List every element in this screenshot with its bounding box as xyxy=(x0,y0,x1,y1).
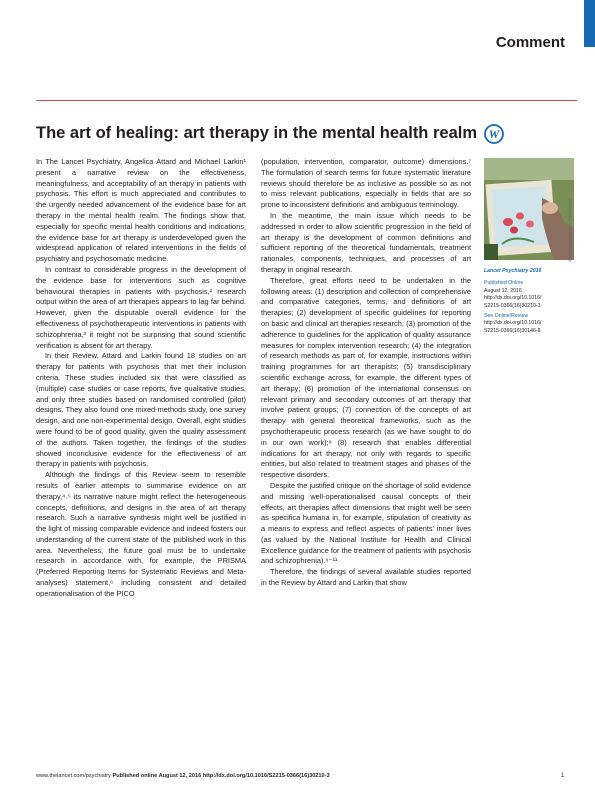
footer-site-link[interactable]: www.thelancet.com/psychiatry xyxy=(36,773,111,779)
doi-link-suffix[interactable]: S2215-0366(16)30210-3 xyxy=(484,302,541,309)
published-date: August 12, 2016 xyxy=(484,287,522,294)
paragraph: In the meantime, the main issue which needs to be addressed in order to allow scientific progression in the field of art therapy is the development of common definitions and sufficient reporting of the theoretical fundamentals, treatment rationales, components, techniques, and processes of art therapy in original research. xyxy=(261,210,471,274)
article-column-2 xyxy=(261,157,471,589)
footer-doi[interactable]: http://dx.doi.org/10.1016/S2215-0366(16)30210-3 xyxy=(202,773,330,779)
header-rule xyxy=(36,100,577,101)
review-doi-link[interactable]: http://dx.doi.org/10.1016/ xyxy=(484,320,542,327)
article-title: The art of healing: art therapy in the mental health realm xyxy=(36,124,478,142)
paragraph: Although the findings of this Review seem to resemble results of earlier attempts to summarise evidence on art therapy,⁴˒⁵ its narrative nature might reflect the heterogeneous concepts, definitions, and designs in the area of art therapy research. Such a narrative synthesis might well be justified in the light of missing comparable evidence and indeed fosters our understanding of the current state of the published work in this area. Nevertheless, the future goal must be to undertake research in accordance with, for example, the PRISMA (Preferred Reporting Items for Systematic Reviews and Meta-analyses) statement,⁶ including consistent and detailed operationalisation of the PICO xyxy=(36,470,246,598)
w-online-first-icon xyxy=(484,124,504,144)
journal-citation: Lancet Psychiatry 2016 xyxy=(484,268,542,274)
section-color-bar xyxy=(584,0,595,47)
paragraph: In The Lancet Psychiatry, Angelica Attard and Michael Larkin¹ present a narrative review on the effectiveness, meaningfulness, and acceptability of art therapy in patients with psychosis. This effort is much appreciated and contributes to the urgently needed advancement of the evidence base for art therapy in the mental health realm. The findings show that, especially for specific mental health conditions and indications, the evidence base for art therapy is underdeveloped given the widespread application of related interventions in the fields of psychiatry and psychosomatic medicine. xyxy=(36,157,246,264)
article-column-1 xyxy=(36,157,246,600)
article-sidebar xyxy=(484,268,580,335)
paragraph: In their Review, Attard and Larkin found 18 studies on art therapy for patients with psychosis that met their inclusion criteria. These studies included six that were classified as (multiple) case studies or case reports, five qualitative studies, and only three studies based on randomised controlled (pilot) designs. They also found one mixed-methods study, one survey design, and one non-experimental design. Overall, eight studies were found to be of good quality, given the quality assessment of the authors. Taken together, the findings of the studies showed inconclusive evidence for the effectiveness of art therapy in patients with psychosis. xyxy=(36,351,246,469)
paragraph: Therefore, the findings of several available studies reported in the Review by Attard and Larkin that show xyxy=(261,567,471,588)
footer-published: Published online August 12, 2016 xyxy=(112,773,202,779)
art-therapy-photo xyxy=(484,158,574,260)
page-number: 1 xyxy=(561,773,565,779)
paragraph: Despite the justified critique on the shortage of solid evidence and missing well-operationalised causal concepts of their effects, art therapies affect dimensions that might well be seen as specifica humana in, for example, stipulation of creativity as a means to express and reflect aspects of patients’ inner lives (as valued by the National Institute for Health and Clinical Excellence guidance for the treatment of patients with psychosis and schizophrenia).⁹⁻¹¹ xyxy=(261,480,471,566)
paragraph: (population, intervention, comparator, outcome) dimensions.⁷ The formulation of search terms for future systematic literature reviews should therefore be as inclusive as possible so as not to miss relevant publications, especially in fields that are so prone to inconsistent definitions and ambiguous terminology. xyxy=(261,157,471,210)
review-doi-link-suffix[interactable]: S2215-0366(16)30146-8 xyxy=(484,327,541,334)
section-label: Comment xyxy=(495,34,565,51)
doi-link[interactable]: http://dx.doi.org/10.1016/ xyxy=(484,295,542,302)
published-label: Published Online xyxy=(484,280,524,287)
paragraph: Therefore, great efforts need to be undertaken in the following areas: (1) description and collection of comprehensive and comparative categories, terms, and definitions of art therapies; (2) development of specific guidelines for reporting on basic and clinical art therapies research; (3) promotion of the adherence to guidelines for the application of quality assurance measures for complex intervention research; (4) the integration of research methods as part of, for example, instructions within training programmes for art therapists; (5) transdisciplinary scientific exchange across, for example, the different types of art therapy; (6) promotion of the international consensus on relevant primary and secondary outcomes of art therapy that involve patient groups; (7) connection of the concepts of art therapy with general theoretical frameworks, such as the psychotherapeutic process research (as we have sought to do in our own work);⁸ (8) research that enables differential indications for art therapy, not only with regards to specific entities, but also related to treatment stages and phases of the respective disorders. xyxy=(261,275,471,480)
see-also-label: See Online/Review xyxy=(484,313,529,320)
paragraph: In contrast to considerable progress in the development of the evidence base for interventions such as cognitive behavioural therapies in patients with psychosis,² research output within the area of art therapies appears to lag far behind. However, given the disputable overall evidence for the effectiveness of psychotherapeutic interventions in patients with schizophrenia,³ it might not be surprising that sound scientific verification is absent for art therapy. xyxy=(36,264,246,350)
page-footer xyxy=(36,773,330,779)
svg-text:W: W xyxy=(488,127,500,141)
